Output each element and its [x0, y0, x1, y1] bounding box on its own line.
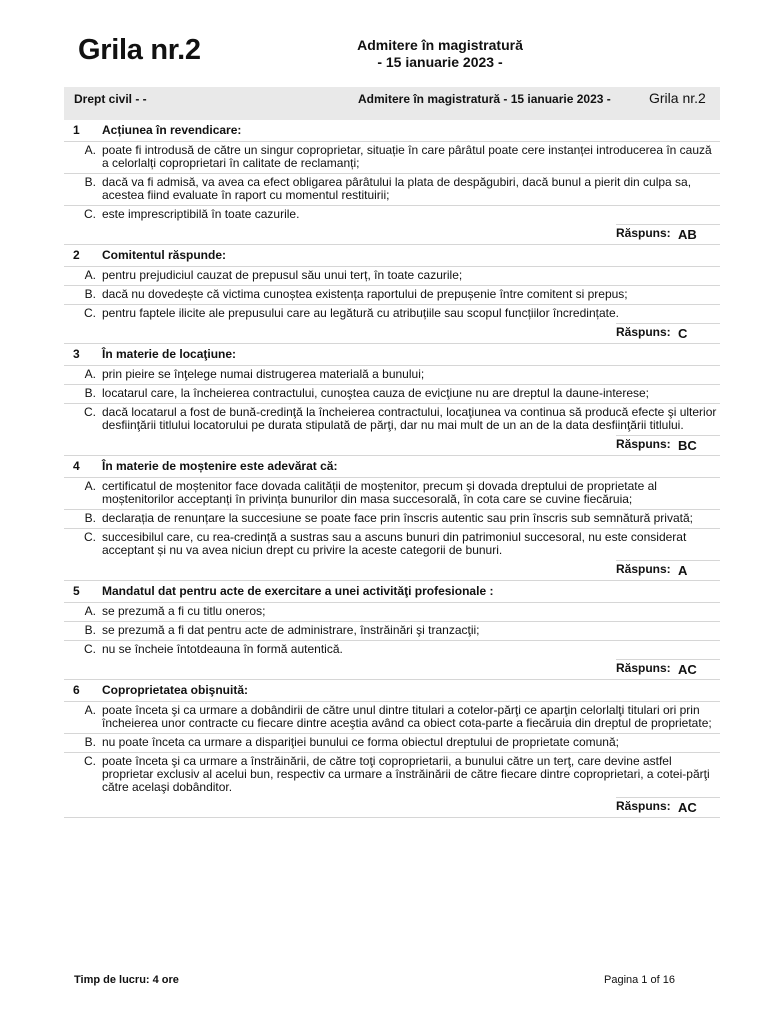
header-subtitle-line1: Admitere în magistratură [357, 37, 523, 53]
question-6 [64, 680, 720, 818]
option-a: A. poate fi introdusă de către un singur coproprietar, situație în care pârâtul poate cere instanței introducerea în cauză a celorlalți coproprietari în calitate de reclamanți; [64, 141, 720, 173]
answer-label: Răspuns: [616, 325, 671, 339]
band-grid-name: Grila nr.2 [649, 90, 706, 106]
option-a: A. certificatul de moștenitor face dovada calității de moștenitor, precum și dovada dreptului de proprietate al moștenitorilor acceptanți în privința bunurilor din masa succesorală, în cota care se cuvine fiecăruia; [64, 477, 720, 509]
option-b: B. nu poate înceta ca urmare a dispariţiei bunului ce forma obiectul dreptului de proprietate comună; [64, 733, 720, 752]
question-text: Acțiunea în revendicare: [102, 123, 242, 137]
answer-value: AC [678, 662, 697, 677]
option-b: B. dacă nu dovedește că victima cunoștea existența raportului de prepușenie între comitent si prepus; [64, 285, 720, 304]
option-c: C. nu se încheie întotdeauna în formă autentică. [64, 640, 720, 659]
question-number: 2 [73, 248, 80, 262]
answer-label: Răspuns: [616, 562, 671, 576]
answer-value: AB [678, 227, 697, 242]
footer-time: Timp de lucru: 4 ore [74, 974, 179, 986]
header-band [64, 87, 720, 120]
question-text: Mandatul dat pentru acte de exercitare a unei activităţi profesionale : [102, 584, 494, 598]
questions-list [64, 120, 720, 818]
question-number: 4 [73, 459, 80, 473]
answer-value: A [678, 563, 688, 578]
option-c: C. este imprescriptibilă în toate cazurile. [64, 205, 720, 224]
answer-row [64, 224, 720, 244]
answer-row [64, 323, 720, 343]
option-a: A. se prezumă a fi cu titlu oneros; [64, 602, 720, 621]
footer-page-number: Pagina 1 of 16 [604, 974, 675, 986]
option-a: A. pentru prejudiciul cauzat de prepusul său unui terț, în toate cazurile; [64, 266, 720, 285]
question-number: 5 [73, 584, 80, 598]
question-number: 3 [73, 347, 80, 361]
answer-row [64, 435, 720, 455]
option-b: B. dacă va fi admisă, va avea ca efect obligarea pârâtului la plata de despăgubiri, dacă bunul a pierit din culpa sa, acestea fiind evaluate în raport cu momentul restituirii; [64, 173, 720, 205]
option-c: C. dacă locatarul a fost de bună-credinţă la încheierea contractului, locaţiunea va continua să producă efecte şi ulterior desfiinţării titlului locatorului pe durata stipulată de părţi, dar nu mai mult de un an de la data desfiinţării titlului. [64, 403, 720, 435]
answer-value: BC [678, 438, 697, 453]
question-5 [64, 581, 720, 680]
answer-value: C [678, 326, 688, 341]
option-b: B. se prezumă a fi dat pentru acte de administrare, înstrăinări şi tranzacţii; [64, 621, 720, 640]
question-4 [64, 456, 720, 581]
answer-label: Răspuns: [616, 437, 671, 451]
option-c: C. poate înceta şi ca urmare a înstrăinării, de către toţi coproprietarii, a bunului către un terţ, care devine astfel proprietar exclusiv al acelui bun, respectiv ca urmare a înstrăinării de către fiecare dintre coproprietari, a cotei-părţi către acelaşi dobânditor. [64, 752, 720, 797]
question-text: În materie de moștenire este adevărat că: [102, 459, 338, 473]
option-a: A. prin pieire se înţelege numai distrugerea materială a bunului; [64, 365, 720, 384]
answer-label: Răspuns: [616, 799, 671, 813]
option-b: B. locatarul care, la încheierea contractului, cunoştea cauza de evicţiune nu are dreptul la daune-interese; [64, 384, 720, 403]
option-c: C. succesibilul care, cu rea-credință a sustras sau a ascuns bunuri din patrimoniul succesoral, nu este considerat acceptant și nu va avea niciun drept cu privire la aceste categorii de bunuri. [64, 528, 720, 560]
answer-value: AC [678, 800, 697, 815]
question-number: 6 [73, 683, 80, 697]
question-text: În materie de locaţiune: [102, 347, 237, 361]
header-subtitle-line2: - 15 ianuarie 2023 - [377, 54, 503, 70]
option-a: A. poate înceta şi ca urmare a dobândirii de către unul dintre titulari a cotelor-părţi ce aparţin celorlalţi titulari ori prin încheierea unor contracte cu fiecare dintre aceştia având ca obiect cota-parte a fiecăruia din dreptul de proprietate; [64, 701, 720, 733]
answer-row [64, 797, 720, 817]
band-exam: Admitere în magistratură - 15 ianuarie 2023 - [358, 92, 611, 106]
answer-row [64, 659, 720, 679]
question-2 [64, 245, 720, 344]
band-subject: Drept civil - - [74, 92, 147, 106]
question-text: Comitentul răspunde: [102, 248, 227, 262]
question-1 [64, 120, 720, 245]
answer-row [64, 560, 720, 580]
answer-label: Răspuns: [616, 661, 671, 675]
answer-label: Răspuns: [616, 226, 671, 240]
question-text: Coproprietatea obişnuită: [102, 683, 249, 697]
option-b: B. declarația de renunțare la succesiune se poate face prin înscris autentic sau prin înscris sub semnătură privată; [64, 509, 720, 528]
page-title: Grila nr.2 [78, 34, 201, 66]
question-3 [64, 344, 720, 456]
option-c: C. pentru faptele ilicite ale prepusului care au legătură cu atribuțiile sau scopul funcțiilor încredințate. [64, 304, 720, 323]
question-number: 1 [73, 123, 80, 137]
